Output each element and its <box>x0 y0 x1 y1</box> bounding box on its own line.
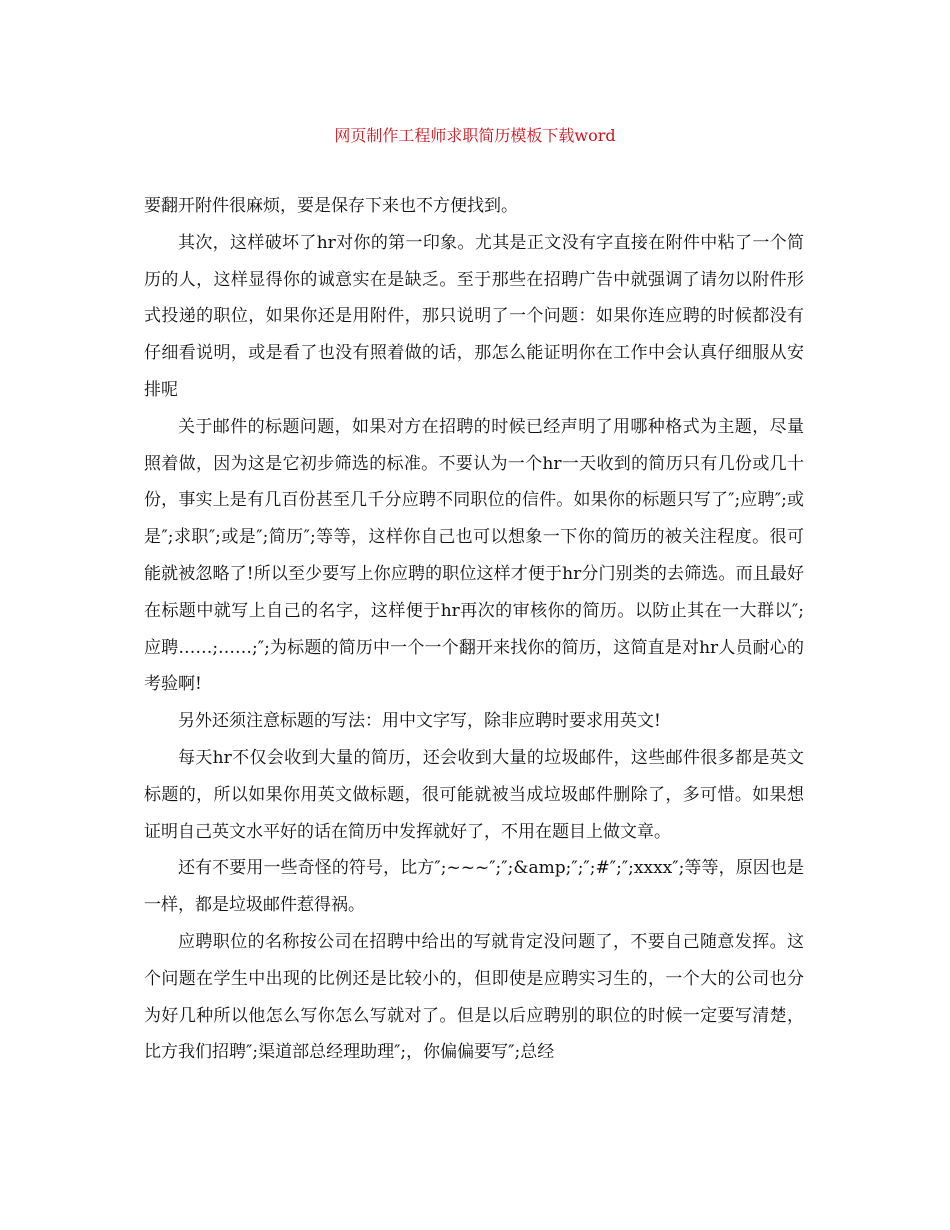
paragraph: 另外还须注意标题的写法：用中文字写，除非应聘时要求用英文! <box>178 711 661 732</box>
paragraph: 关于邮件的标题问题，如果对方在招聘的时候已经声明了用哪种格式为主题，尽量照着做，因为这是它初步筛选的标准。不要认为一个hr一天收到的简历只有几份或几十份，事实上是有几百份甚至几千分应聘不同职位的信件。如果你的标题只写了″;应聘″;或是″;求职″;或是″;简历″;等等，这样你自己也可以想象一下你的简历的被关注程度。很可能就被忽略了!所以至少要写上你应聘的职位这样才便于hr分门别类的去筛选。而且最好在标题中就写上自己的名字，这样便于hr再次的审核你的简历。以防止其在一大群以″;应聘……;……;″;为标题的简历中一个一个翻开来找你的简历，这简直是对hr人员耐心的考验啊! <box>144 416 804 695</box>
paragraph: 还有不要用一些奇怪的符号，比方″;~~~″;″;&amp;″;″;#″;″;xxxx″;等等，原因也是一样，都是垃圾邮件惹得祸。 <box>144 858 804 916</box>
paragraph: 每天hr不仅会收到大量的简历，还会收到大量的垃圾邮件，这些邮件很多都是英文标题的，所以如果你用英文做标题，很可能就被当成垃圾邮件删除了，多可惜。如果想证明自己英文水平好的话在简历中发挥就好了，不用在题目上做文章。 <box>144 747 804 842</box>
paragraph: 应聘职位的名称按公司在招聘中给出的写就肯定没问题了，不要自己随意发挥。这个问题在学生中出现的比例还是比较小的，但即使是应聘实习生的，一个大的公司也分为好几种所以他怎么写你怎么写就对了。但是以后应聘别的职位的时候一定要写清楚，比方我们招聘″;渠道部总经理助理″;，你偏偏要写″;总经 <box>144 931 804 1063</box>
paragraph: 其次，这样破坏了hr对你的第一印象。尤其是正文没有字直接在附件中粘了一个简历的人，这样显得你的诚意实在是缺乏。至于那些在招聘广告中就强调了请勿以附件形式投递的职位，如果你还是用附件，那只说明了一个问题：如果你连应聘的时候都没有仔细看说明，或是看了也没有照着做的话，那怎么能证明你在工作中会认真仔细服从安排呢 <box>144 232 804 400</box>
document-title: 网页制作工程师求职简历模板下载word <box>334 126 616 145</box>
paragraph: 要翻开附件很麻烦，要是保存下来也不方便找到。 <box>144 196 518 216</box>
document-body <box>144 188 804 1071</box>
